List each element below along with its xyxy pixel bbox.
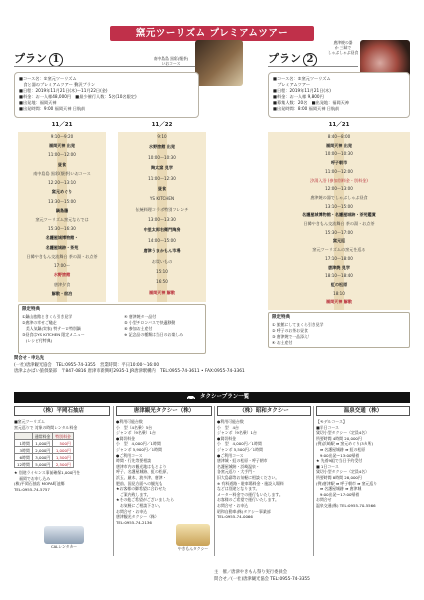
- plan1-gifts-title: 限定特典: [22, 307, 40, 312]
- column-divider: [313, 406, 314, 556]
- plan1-heading: [14, 52, 63, 67]
- taxi-line: 旧大島邸等お気軽に相談ください。: [217, 474, 280, 480]
- car-icon: [186, 395, 196, 400]
- taxi-line: 【モデルコース】: [316, 419, 347, 424]
- timeline-event: 鍋島藩: [55, 207, 69, 213]
- timeline-time: 伝統料理コラボ特別フレンチ: [135, 206, 189, 212]
- taxi-line: 唐津観光タクシー（株）: [116, 514, 159, 520]
- fare-cell: 2,500円: [53, 461, 74, 468]
- plan2-info-line: ■料金：お一人様 9,800円: [273, 94, 324, 99]
- timeline-event: 陶太窯 見学: [151, 165, 173, 171]
- contact-block: [14, 356, 410, 376]
- timeline-time: 12:20～13:10: [48, 180, 76, 186]
- timeline-event: 昼食: [157, 185, 167, 191]
- timeline-event: 呼子朝市: [330, 160, 348, 166]
- plan2-gifts-title: 限定特典: [272, 315, 290, 320]
- taxi-line: お気軽にご相談下さい。: [116, 502, 163, 508]
- fare-cell: 5,000円: [32, 461, 53, 468]
- timeline-event: 福岡天神 解散: [326, 299, 352, 305]
- plan1-info-line: ■日程：2019年11月21日(木)～11月22日(金): [19, 88, 108, 93]
- fare-cell: 1,500円: [53, 454, 74, 461]
- taxi-col-hiraoka: [14, 406, 110, 554]
- page-banner: 窯元ツーリズム プレミアムツアー: [110, 26, 314, 41]
- plan2-underline: [268, 66, 358, 67]
- taxi-line: 小 型 4,000円／1時間: [217, 441, 262, 447]
- plan2-photo-caption: 唐津焼の器 か 三昧で しゃぶしゃぶ昼食: [327, 40, 359, 55]
- timeline-event: 唐津焼 見学: [328, 264, 350, 270]
- gift-item: ④ 唐津焼タ一品付: [124, 313, 157, 319]
- timeline-event: 窯元巡: [332, 238, 346, 244]
- taxi-company-name: （株）平岡石抽店: [14, 406, 110, 416]
- gift-item: 美人気鍋(実家) 特テーロ特別鍋: [22, 325, 81, 331]
- timeline-time: 13:10～15:00: [325, 203, 353, 209]
- taxi-line: 温泉交通(株) TEL:0955-70-5566: [316, 502, 376, 508]
- plan1-photo-caption: 南中島島 黒彩(懐茶) いおコース: [153, 56, 189, 66]
- taxi-line: などは別途となります。: [217, 486, 260, 492]
- taxi-body: [116, 419, 212, 525]
- timeline-event: 中里太郎右衛門陶房: [143, 227, 181, 233]
- taxi-line: 小 型 4,000円／1時間: [116, 441, 161, 447]
- taxi-line: 福岡でお申し込み: [14, 475, 51, 481]
- plan1-info-box: [14, 72, 199, 118]
- taxi-line: ジャンボ 5,900円／1時間: [116, 446, 162, 452]
- timeline-event: 唐津うまかもん市場: [143, 248, 181, 254]
- taxi-line: 浜玉、厳木、波多津、唐津・: [116, 474, 167, 480]
- taxi-line: (例)浜崎駅 ➡ 窯元めぐり(3カ所): [316, 441, 374, 447]
- taxi-line: TEL:0955-74-5757: [14, 486, 50, 492]
- taxi-line: ●利用可能台数: [217, 419, 244, 424]
- column-divider: [113, 406, 114, 556]
- plan2-info-line: ■募集人数：20名 ■出発地：福岡天神: [273, 100, 350, 105]
- taxi-line: 呼子、名護屋城跡、虹の松原、: [116, 469, 171, 475]
- plan1-info-line: ■コース名：①窯元ツーリズム: [19, 76, 77, 81]
- taxi-col-onsen: [316, 406, 410, 554]
- timeline-time: YS KITCHEN: [149, 196, 175, 202]
- plan2-timeline: [268, 122, 410, 310]
- fare-cell: 500円: [53, 440, 74, 447]
- gift-item: ① 旅館にしてまくら引き見学: [272, 321, 324, 327]
- timeline-time: 18:10～18:40: [325, 273, 353, 279]
- timeline-time: 南中島島 黒彩(懐茶)いおコース: [33, 170, 91, 176]
- timeline-event: 水野旅館: [53, 272, 71, 278]
- taxi-line: 小 型 4台: [217, 424, 239, 430]
- taxi-line: 貸切小型タクシー（定員4名）: [316, 469, 370, 475]
- taxi-line: ■窯元ツーリズム: [14, 419, 45, 424]
- taxi-line: 9:00出発～17:00帰着: [316, 491, 360, 497]
- timeline-date: 11／21: [51, 122, 73, 128]
- gift-item: ③昼食はYS KITCHEN 限定メニュー: [22, 331, 85, 337]
- gift-item: ⑥ 参加お土産付: [124, 325, 153, 331]
- taxi-line: ★ 先着9組で当日予約受付: [316, 458, 363, 464]
- timeline-date: 11／21: [328, 122, 350, 128]
- column-divider: [214, 406, 215, 556]
- plan1-info-line: ■料金：お一人様48,000円 ■最少催行人数：5名(10名限定): [19, 94, 137, 99]
- taxi-col-showa: [217, 406, 311, 554]
- plan1-underline: [14, 66, 209, 67]
- taxi-section-title: タクシープラン一覧: [200, 394, 250, 400]
- timeline-time: 13:00～13:30: [148, 217, 176, 222]
- timeline-time: 18:10: [333, 290, 345, 296]
- gift-item: ② 呼子のお茶お昼食: [272, 327, 308, 333]
- taxi-line: ★その他ご希望がございましたら: [116, 497, 174, 503]
- taxi-line: ●ご利用コース: [217, 452, 244, 458]
- plan2-heading: [268, 52, 317, 67]
- gift-item: ②唐津の幸せご馳走: [22, 319, 57, 325]
- plan1-info-line: ■出発地：福岡天神: [19, 100, 57, 105]
- fare-head: [15, 433, 33, 440]
- plan2-number: 2: [303, 53, 317, 67]
- timeline-time: 10:00～10:30: [148, 154, 176, 160]
- fare-cell: 1,000円: [32, 440, 53, 447]
- taxi-body: [217, 419, 311, 520]
- timeline-time: 11:00～12:00: [325, 168, 353, 174]
- plan1-info-line: ■出発時間：9:00 福岡天神 日航前: [19, 106, 86, 111]
- rental-car-photo: [44, 526, 84, 544]
- taxi-line: 唐津市内の観光地はもとより: [116, 463, 167, 469]
- taxi-col-karatsu: [116, 406, 212, 554]
- timeline-time: 9:10: [157, 134, 167, 139]
- taxi-line: お問合せ・お申込: [217, 502, 249, 508]
- timeline-time: 日韓やきもん交流舞台 茶の湯・お点茶: [26, 253, 98, 259]
- timeline-event: 福岡天神 解散: [149, 289, 175, 295]
- timeline-event: 昼食: [57, 161, 67, 167]
- taxi-line: (株)平岡石抽店 MOPA町池郷: [14, 481, 65, 487]
- footer-line: 問合せ／(一社)唐津観光協会 TEL:0955-74-3355: [214, 576, 310, 582]
- timeline-event: 虹の松原: [330, 281, 348, 287]
- plan1-day2-timeline: [118, 122, 206, 302]
- timeline-event: 福岡天神 出発: [326, 142, 352, 148]
- gift-item: ③ 唐津焼で一品添え！: [272, 333, 312, 339]
- plan1-label: プラン: [14, 52, 47, 65]
- taxi-company-name: 唐津観光タクシー（株）: [116, 406, 212, 416]
- timeline-event: 解散・宿泊: [51, 290, 73, 296]
- fare-cell: 3時間: [15, 447, 33, 454]
- taxi-line: ■半日コース: [316, 424, 339, 430]
- plan1-day1-timeline: [18, 122, 106, 302]
- timeline-date: 11／22: [151, 122, 173, 128]
- taxi-company-name: （株）昭和タクシー: [217, 406, 311, 416]
- fare-cell: 1,000円: [53, 447, 74, 454]
- gift-item: ※ 記念品の種類は当日のお楽しみ: [124, 331, 184, 337]
- timeline-time: 16:50: [156, 279, 168, 285]
- timeline-time: 15:30～16:30: [48, 226, 76, 232]
- taxi-line: ジャンボ（9名乗）1台: [217, 430, 257, 436]
- photo-caption: やきもんタクシー: [177, 546, 209, 551]
- taxi-line: お問合せ: [316, 497, 332, 503]
- timeline-time: 唐津焼の器でしゃぶしゃぶ昼食: [310, 194, 368, 200]
- taxi-line: ■ 1日コース: [316, 463, 339, 469]
- taxi-line: 時間・行先等要相談: [116, 458, 152, 464]
- timeline-event: 水野旅館 出発: [149, 144, 175, 150]
- timeline-time: 窯元ツーリズム窯元ならでは: [35, 217, 89, 222]
- timeline-time: お買いもの: [151, 258, 173, 264]
- gift-item: ④ お土産付: [272, 339, 293, 345]
- plan2-label: プラン: [268, 52, 301, 65]
- timeline-time: 17:00～: [54, 263, 70, 269]
- fare-cell: 2,000円: [32, 447, 53, 454]
- taxi-line: 窯元巡りで 対象の時間レンタル料金: [14, 424, 78, 430]
- taxi-company-name: 温泉交通（株）: [316, 406, 410, 416]
- taxi-line: 所要時間 8時間 28,000円: [316, 474, 362, 480]
- footer-line: 主 催／唐津やきもん祭り実行委員会: [214, 570, 288, 575]
- taxi-line: ご案内致します。: [116, 491, 151, 497]
- taxi-line: ➡ 名護屋城跡 ➡ 唐津城: [316, 486, 362, 492]
- plan1-number: 1: [49, 53, 63, 67]
- timeline-event: 名護屋城博物館・: [45, 235, 79, 241]
- taxi-line: 貸切小型タクシー（定員4名）: [316, 430, 370, 436]
- gift-item: (レシピ付特典): [22, 337, 53, 343]
- timeline-event: 福岡天神 出発: [49, 143, 75, 149]
- taxi-line: ジャンボ 5,500円／1時間: [217, 446, 263, 452]
- timeline-time: 15:30～17:00: [325, 229, 353, 235]
- fare-cell: 12時間: [15, 461, 33, 468]
- gift-item: ⑤ 小型チロンバスで快適移動: [124, 319, 176, 325]
- plan2-info-line: プレミアムツアー: [273, 82, 311, 87]
- plan2-info-line: ■日程：2019年11月21日(木): [273, 88, 331, 93]
- fare-head: 通常料金: [32, 433, 53, 440]
- plan2-info-box: [268, 72, 410, 118]
- taxi-line: 肥前、国見方面への観光も: [116, 480, 163, 486]
- taxi-line: ●貸切料金: [217, 435, 236, 441]
- taxi-line: ※ 有料道路・駐車場料金・施設入場料: [217, 480, 284, 486]
- taxi-line: TEL:0955-74-0066: [217, 514, 253, 520]
- timeline-time: 8:40～8:00: [327, 134, 351, 139]
- photo-caption: CALレンタカー: [50, 544, 78, 549]
- taxi-line: 小 型（4名乗）5台: [116, 424, 153, 430]
- taxi-line: TEL:0955-74-2136: [116, 519, 152, 525]
- timeline-time: 11:00～12:30: [148, 175, 176, 181]
- plan1-gifts-box: [18, 304, 206, 354]
- timeline-time: 12:00～13:00: [325, 186, 353, 192]
- fare-cell: 1時間: [15, 440, 33, 447]
- taxi-line: ★ 別途ライセンス事前確保1,000円を: [14, 470, 81, 476]
- timeline-time: 9:10～9:20: [50, 134, 74, 139]
- timeline-time: 13:30～15:00: [48, 198, 76, 204]
- taxi-line: 名護屋城跡・浜崎温泉・: [217, 463, 260, 469]
- timeline-event: 窯元めぐり: [51, 189, 73, 195]
- taxi-line: ジャンボ（9名乗）1台: [116, 430, 156, 436]
- taxi-section-bar: [14, 392, 410, 403]
- taxi-line: 9:00出発～13:00帰着: [316, 452, 360, 458]
- timeline-time: 10:00～10:30: [325, 151, 353, 157]
- contact-heading: 問合せ・申込先: [14, 356, 45, 361]
- fare-head: 特別料金: [53, 433, 74, 440]
- timeline-time: 11:00～12:00: [48, 152, 76, 158]
- contact-line: (一社)唐津観光協会 TEL:0955-74-3355 営業時間：平日10:00～16:00: [14, 362, 160, 368]
- taxi-line: ★お客様の御希望に合わせた: [116, 486, 167, 492]
- taxi-line: 所要時間 4時間 20,000円: [316, 435, 362, 441]
- plan2-gifts-box: [268, 312, 410, 348]
- plan1-info-line: 食と器のプレミアムツアー 贅沢プラン: [19, 82, 96, 87]
- footer: [214, 570, 310, 583]
- plan2-info-line: ■出発時間：8:00 福岡天神 日航前: [273, 106, 340, 111]
- taxi-line: ➡ 名護屋城跡 ➡ 虹の松原: [316, 446, 366, 452]
- plan2-info-line: ■コース名：②窯元ツーリズム: [273, 76, 331, 81]
- taxi-body: [316, 419, 410, 509]
- timeline-time: 14:00～15:00: [148, 237, 176, 243]
- taxi-line: 各窯元巡り・大手門・: [217, 469, 256, 475]
- fare-cell: 6時間: [15, 454, 33, 461]
- taxi-line: お客様のご希望で運行いたします。: [217, 497, 279, 503]
- timeline-event: 汐湯入浴 (参加別料金・別料金): [310, 177, 368, 183]
- timeline-time: 窯元ツーリズムの窯元を巡る: [312, 247, 366, 253]
- taxi-line: (例)唐津駅 ➡ 呼子朝市 ➡ 窯元巡り: [316, 480, 378, 486]
- taxi-line: 昭和自動車(株)タクシー事業部: [217, 508, 271, 514]
- contact-line: 唐津よかばい旅倶楽部 〒847-0816 唐津市新興町2935-1 JR唐津駅構内 TEL:0955-74-3611 • FAX:0955-74-3361: [14, 369, 245, 374]
- taxi-line: お問合せ・お申込: [116, 508, 148, 514]
- timeline-event: 名護屋城博物館・名護屋城跡・茶苑鑑賞: [302, 212, 376, 218]
- timeline-time: 15:10: [156, 268, 168, 274]
- taxi-line: メーター料金での運行もいたします。: [217, 491, 283, 497]
- taxi-line: ●利用可能台数: [116, 419, 143, 424]
- taxi-line: ●貸切料金: [116, 435, 135, 441]
- fare-cell: 3,000円: [32, 454, 53, 461]
- taxi-line: 唐津城・虹の松原・呼子朝市: [217, 458, 268, 464]
- taxi-line: ●ご利用コース: [116, 452, 143, 458]
- timeline-time: 日韓やきもん交流舞台 茶の湯・お点茶: [303, 221, 375, 226]
- timeline-event: 名護屋城跡・茶苑: [45, 244, 79, 250]
- timeline-time: 17:10～18:00: [325, 255, 353, 261]
- yakimon-taxi-photo: [176, 524, 210, 546]
- fare-table: [14, 432, 74, 468]
- gift-item: ①鍋山旅館ときくら引き見学: [22, 313, 73, 319]
- timeline-time: 唐津夕食: [53, 281, 71, 287]
- plan1-photo-left: [195, 40, 243, 86]
